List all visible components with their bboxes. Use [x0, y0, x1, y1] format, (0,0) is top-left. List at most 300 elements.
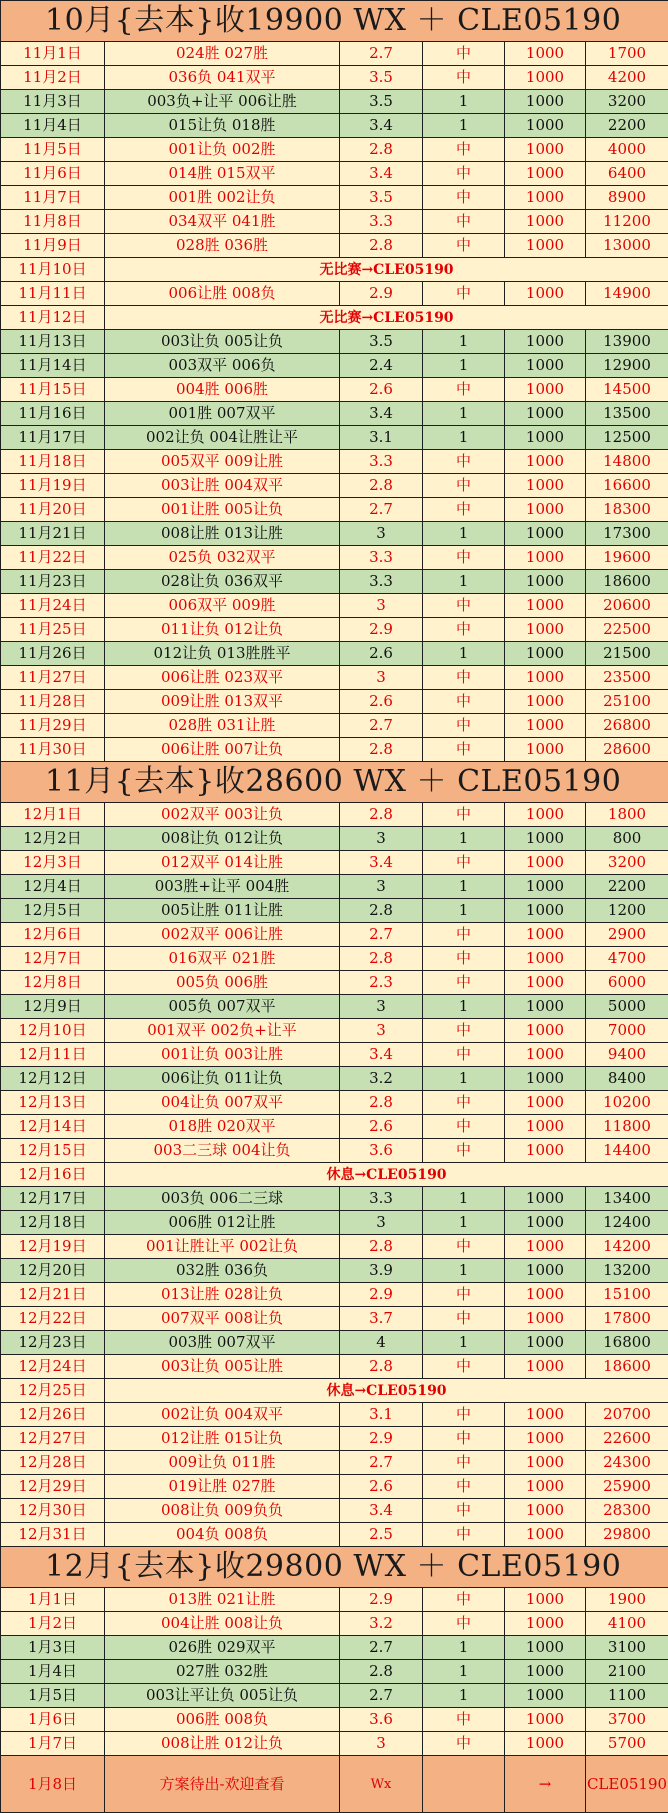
stake-cell: 1000	[505, 642, 586, 666]
picks-cell: 003二三球 004让负	[105, 1139, 340, 1163]
month-summary-text: 12月{去本}收29800 WX ＋ CLE05190	[1, 1547, 668, 1588]
balance-cell: 13200	[586, 1259, 668, 1283]
date-cell: 1月7日	[1, 1732, 105, 1756]
balance-cell: 6400	[586, 162, 668, 186]
balance-cell: 8900	[586, 186, 668, 210]
month-summary-text: 11月{去本}收28600 WX ＋ CLE05190	[1, 762, 668, 803]
result-cell: 中	[423, 546, 505, 570]
odds-cell: 3	[340, 666, 423, 690]
odds-cell: 2.8	[340, 138, 423, 162]
date-cell: 11月27日	[1, 666, 105, 690]
result-cell: 1	[423, 330, 505, 354]
result-cell: 中	[423, 1732, 505, 1756]
date-cell: 12月5日	[1, 899, 105, 923]
result-cell: 中	[423, 162, 505, 186]
date-cell: 11月29日	[1, 714, 105, 738]
stake-cell: 1000	[505, 426, 586, 450]
table-row	[1, 738, 668, 762]
odds-cell: 3	[340, 1732, 423, 1756]
stake-cell: 1000	[505, 803, 586, 827]
date-cell: 11月12日	[1, 306, 105, 330]
date-cell: 1月4日	[1, 1660, 105, 1684]
picks-cell: 032胜 036负	[105, 1259, 340, 1283]
date-cell: 1月3日	[1, 1636, 105, 1660]
balance-cell: 19600	[586, 546, 668, 570]
result-cell: 1	[423, 1684, 505, 1708]
stake-cell: 1000	[505, 1259, 586, 1283]
result-cell: 中	[423, 138, 505, 162]
odds-cell: 3.6	[340, 1708, 423, 1732]
stake-cell: 1000	[505, 666, 586, 690]
footer-code: CLE05190	[586, 1756, 668, 1813]
balance-cell: 1900	[586, 1588, 668, 1612]
balance-cell: 4200	[586, 66, 668, 90]
odds-cell: 3.5	[340, 90, 423, 114]
table-row	[1, 378, 668, 402]
result-cell: 1	[423, 642, 505, 666]
date-cell: 12月19日	[1, 1235, 105, 1259]
result-cell: 1	[423, 402, 505, 426]
picks-cell: 001让负 002胜	[105, 138, 340, 162]
picks-cell: 004让负 007双平	[105, 1091, 340, 1115]
balance-cell: 2200	[586, 875, 668, 899]
footer-result	[423, 1756, 505, 1813]
result-cell: 中	[423, 1403, 505, 1427]
stake-cell: 1000	[505, 570, 586, 594]
picks-cell: 003胜+让平 004胜	[105, 875, 340, 899]
odds-cell: 2.8	[340, 1091, 423, 1115]
table-row	[1, 642, 668, 666]
balance-cell: 7000	[586, 1019, 668, 1043]
stake-cell: 1000	[505, 1475, 586, 1499]
result-cell: 1	[423, 90, 505, 114]
table-row	[1, 498, 668, 522]
picks-cell: 006让胜 008负	[105, 282, 340, 306]
table-row	[1, 1523, 668, 1547]
balance-cell: 3100	[586, 1636, 668, 1660]
balance-cell: 15100	[586, 1283, 668, 1307]
date-cell: 12月15日	[1, 1139, 105, 1163]
table-row	[1, 1355, 668, 1379]
stake-cell: 1000	[505, 690, 586, 714]
date-cell: 11月8日	[1, 210, 105, 234]
balance-cell: 10200	[586, 1091, 668, 1115]
balance-cell: 1100	[586, 1684, 668, 1708]
result-cell: 中	[423, 1475, 505, 1499]
balance-cell: 1800	[586, 803, 668, 827]
result-cell: 中	[423, 1043, 505, 1067]
table-row	[1, 210, 668, 234]
stake-cell: 1000	[505, 330, 586, 354]
result-cell: 中	[423, 282, 505, 306]
picks-cell: 002让负 004双平	[105, 1403, 340, 1427]
date-cell: 11月19日	[1, 474, 105, 498]
date-cell: 11月4日	[1, 114, 105, 138]
picks-cell: 006让胜 023双平	[105, 666, 340, 690]
odds-cell: 2.9	[340, 1588, 423, 1612]
table-row	[1, 330, 668, 354]
odds-cell: 3.2	[340, 1067, 423, 1091]
balance-cell: 16800	[586, 1331, 668, 1355]
table-row	[1, 1115, 668, 1139]
picks-cell: 011让负 012让负	[105, 618, 340, 642]
stake-cell: 1000	[505, 1403, 586, 1427]
result-cell: 1	[423, 426, 505, 450]
odds-cell: 2.7	[340, 1451, 423, 1475]
picks-cell: 006双平 009胜	[105, 594, 340, 618]
footer-row	[1, 1756, 668, 1813]
odds-cell: 2.6	[340, 642, 423, 666]
table-row	[1, 923, 668, 947]
table-row	[1, 1067, 668, 1091]
picks-cell: 016双平 021胜	[105, 947, 340, 971]
stake-cell: 1000	[505, 1588, 586, 1612]
date-cell: 11月16日	[1, 402, 105, 426]
odds-cell: 3	[340, 875, 423, 899]
balance-cell: 25100	[586, 690, 668, 714]
date-cell: 12月7日	[1, 947, 105, 971]
stake-cell: 1000	[505, 450, 586, 474]
stake-cell: 1000	[505, 378, 586, 402]
odds-cell: 4	[340, 1331, 423, 1355]
picks-cell: 028胜 031让胜	[105, 714, 340, 738]
result-cell: 1	[423, 354, 505, 378]
stake-cell: 1000	[505, 851, 586, 875]
odds-cell: 3.7	[340, 1307, 423, 1331]
date-cell: 12月29日	[1, 1475, 105, 1499]
result-cell: 中	[423, 498, 505, 522]
balance-cell: 28300	[586, 1499, 668, 1523]
stake-cell: 1000	[505, 1211, 586, 1235]
balance-cell: 14400	[586, 1139, 668, 1163]
picks-cell: 026胜 029双平	[105, 1636, 340, 1660]
result-cell: 1	[423, 1636, 505, 1660]
balance-cell: 8400	[586, 1067, 668, 1091]
date-cell: 11月6日	[1, 162, 105, 186]
odds-cell: 2.9	[340, 618, 423, 642]
table-row	[1, 1019, 668, 1043]
picks-cell: 002双平 006让胜	[105, 923, 340, 947]
table-row	[1, 690, 668, 714]
stake-cell: 1000	[505, 738, 586, 762]
picks-cell: 006让负 011让负	[105, 1067, 340, 1091]
stake-cell: 1000	[505, 1636, 586, 1660]
date-cell: 12月26日	[1, 1403, 105, 1427]
picks-cell: 003让负 005让负	[105, 330, 340, 354]
result-cell: 1	[423, 1259, 505, 1283]
balance-cell: 26800	[586, 714, 668, 738]
picks-cell: 001双平 002负+让平	[105, 1019, 340, 1043]
stake-cell: 1000	[505, 1523, 586, 1547]
date-cell: 12月25日	[1, 1379, 105, 1403]
balance-cell: 18600	[586, 570, 668, 594]
odds-cell: 2.8	[340, 234, 423, 258]
picks-cell: 003负+让平 006让胜	[105, 90, 340, 114]
date-cell: 1月6日	[1, 1708, 105, 1732]
date-cell: 11月25日	[1, 618, 105, 642]
odds-cell: 2.9	[340, 1283, 423, 1307]
picks-cell: 028胜 036胜	[105, 234, 340, 258]
date-cell: 12月3日	[1, 851, 105, 875]
table-row	[1, 1684, 668, 1708]
odds-cell: 3.3	[340, 210, 423, 234]
stake-cell: 1000	[505, 1091, 586, 1115]
balance-cell: 16600	[586, 474, 668, 498]
balance-cell: 13500	[586, 402, 668, 426]
table-row	[1, 162, 668, 186]
picks-cell: 018胜 020双平	[105, 1115, 340, 1139]
date-cell: 11月9日	[1, 234, 105, 258]
stake-cell: 1000	[505, 1331, 586, 1355]
picks-cell: 005负 007双平	[105, 995, 340, 1019]
balance-cell: 4700	[586, 947, 668, 971]
table-row	[1, 1043, 668, 1067]
picks-cell: 004负 008负	[105, 1523, 340, 1547]
result-cell: 1	[423, 1211, 505, 1235]
stake-cell: 1000	[505, 522, 586, 546]
date-cell: 11月30日	[1, 738, 105, 762]
odds-cell: 3.4	[340, 402, 423, 426]
no-match-row	[1, 1379, 668, 1403]
result-cell: 中	[423, 1091, 505, 1115]
table-row	[1, 546, 668, 570]
balance-cell: 6000	[586, 971, 668, 995]
date-cell: 12月14日	[1, 1115, 105, 1139]
table-row	[1, 947, 668, 971]
stake-cell: 1000	[505, 1235, 586, 1259]
result-cell: 中	[423, 1523, 505, 1547]
odds-cell: 3.4	[340, 162, 423, 186]
date-cell: 11月18日	[1, 450, 105, 474]
odds-cell: 2.8	[340, 1355, 423, 1379]
balance-cell: 800	[586, 827, 668, 851]
stake-cell: 1000	[505, 90, 586, 114]
odds-cell: 2.7	[340, 1636, 423, 1660]
picks-cell: 005负 006胜	[105, 971, 340, 995]
balance-cell: 3700	[586, 1708, 668, 1732]
result-cell: 中	[423, 618, 505, 642]
date-cell: 11月10日	[1, 258, 105, 282]
odds-cell: 3.5	[340, 186, 423, 210]
balance-cell: 28600	[586, 738, 668, 762]
picks-cell: 008让胜 012让负	[105, 1732, 340, 1756]
date-cell: 12月10日	[1, 1019, 105, 1043]
table-row	[1, 1708, 668, 1732]
result-cell: 中	[423, 923, 505, 947]
odds-cell: 2.8	[340, 1235, 423, 1259]
balance-cell: 20600	[586, 594, 668, 618]
result-cell: 1	[423, 875, 505, 899]
date-cell: 12月27日	[1, 1427, 105, 1451]
date-cell: 1月2日	[1, 1612, 105, 1636]
date-cell: 11月2日	[1, 66, 105, 90]
stake-cell: 1000	[505, 1019, 586, 1043]
picks-cell: 001让胜让平 002让负	[105, 1235, 340, 1259]
picks-cell: 001胜 002让负	[105, 186, 340, 210]
balance-cell: 17800	[586, 1307, 668, 1331]
date-cell: 12月24日	[1, 1355, 105, 1379]
stake-cell: 1000	[505, 474, 586, 498]
odds-cell: 3.5	[340, 66, 423, 90]
date-cell: 12月21日	[1, 1283, 105, 1307]
odds-cell: 3.5	[340, 330, 423, 354]
result-cell: 中	[423, 1451, 505, 1475]
odds-cell: 2.6	[340, 1115, 423, 1139]
footer-arrow: →	[505, 1756, 586, 1813]
balance-cell: 22600	[586, 1427, 668, 1451]
stake-cell: 1000	[505, 1067, 586, 1091]
picks-cell: 025负 032双平	[105, 546, 340, 570]
table-row	[1, 402, 668, 426]
picks-cell: 006让胜 007让负	[105, 738, 340, 762]
stake-cell: 1000	[505, 162, 586, 186]
table-row	[1, 1588, 668, 1612]
balance-cell: 14800	[586, 450, 668, 474]
date-cell: 11月28日	[1, 690, 105, 714]
date-cell: 12月18日	[1, 1211, 105, 1235]
odds-cell: 3.3	[340, 450, 423, 474]
table-row	[1, 522, 668, 546]
table-row	[1, 1139, 668, 1163]
odds-cell: 3.4	[340, 851, 423, 875]
date-cell: 12月2日	[1, 827, 105, 851]
odds-cell: 2.5	[340, 1523, 423, 1547]
odds-cell: 3.3	[340, 570, 423, 594]
table-row	[1, 1259, 668, 1283]
stake-cell: 1000	[505, 186, 586, 210]
odds-cell: 2.7	[340, 714, 423, 738]
stake-cell: 1000	[505, 1499, 586, 1523]
balance-cell: 14200	[586, 1235, 668, 1259]
odds-cell: 2.7	[340, 42, 423, 66]
odds-cell: 3.6	[340, 1139, 423, 1163]
stake-cell: 1000	[505, 210, 586, 234]
date-cell: 12月31日	[1, 1523, 105, 1547]
table-row	[1, 618, 668, 642]
table-row	[1, 1235, 668, 1259]
result-cell: 中	[423, 1427, 505, 1451]
table-row	[1, 450, 668, 474]
stake-cell: 1000	[505, 947, 586, 971]
stake-cell: 1000	[505, 1684, 586, 1708]
table-row	[1, 1211, 668, 1235]
table-row	[1, 1307, 668, 1331]
picks-cell: 005双平 009让胜	[105, 450, 340, 474]
result-cell: 中	[423, 690, 505, 714]
stake-cell: 1000	[505, 546, 586, 570]
balance-cell: 22500	[586, 618, 668, 642]
odds-cell: 3	[340, 1211, 423, 1235]
date-cell: 11月3日	[1, 90, 105, 114]
odds-cell: 3.4	[340, 1043, 423, 1067]
stake-cell: 1000	[505, 1612, 586, 1636]
result-cell: 中	[423, 666, 505, 690]
stake-cell: 1000	[505, 714, 586, 738]
picks-cell: 034双平 041胜	[105, 210, 340, 234]
picks-cell: 012双平 014让胜	[105, 851, 340, 875]
odds-cell: 2.8	[340, 899, 423, 923]
table-row	[1, 827, 668, 851]
result-cell: 中	[423, 738, 505, 762]
odds-cell: 3.3	[340, 1187, 423, 1211]
result-cell: 中	[423, 1355, 505, 1379]
stake-cell: 1000	[505, 1187, 586, 1211]
date-cell: 11月14日	[1, 354, 105, 378]
picks-cell: 024胜 027胜	[105, 42, 340, 66]
result-cell: 中	[423, 1115, 505, 1139]
result-cell: 1	[423, 114, 505, 138]
stake-cell: 1000	[505, 875, 586, 899]
stake-cell: 1000	[505, 899, 586, 923]
stake-cell: 1000	[505, 1139, 586, 1163]
balance-cell: 4100	[586, 1612, 668, 1636]
odds-cell: 2.8	[340, 474, 423, 498]
balance-cell: 17300	[586, 522, 668, 546]
table-row	[1, 851, 668, 875]
picks-cell: 009让胜 013双平	[105, 690, 340, 714]
stake-cell: 1000	[505, 1451, 586, 1475]
table-row	[1, 1612, 668, 1636]
date-cell: 11月1日	[1, 42, 105, 66]
balance-cell: 9400	[586, 1043, 668, 1067]
table-row	[1, 474, 668, 498]
result-cell: 1	[423, 522, 505, 546]
odds-cell: 2.6	[340, 378, 423, 402]
date-cell: 11月23日	[1, 570, 105, 594]
balance-cell: 12500	[586, 426, 668, 450]
picks-cell: 003负 006二三球	[105, 1187, 340, 1211]
odds-cell: 3	[340, 1019, 423, 1043]
picks-cell: 003胜 007双平	[105, 1331, 340, 1355]
stake-cell: 1000	[505, 1115, 586, 1139]
odds-cell: 2.8	[340, 803, 423, 827]
result-cell: 中	[423, 42, 505, 66]
balance-cell: 13900	[586, 330, 668, 354]
note-cell: 休息→CLE05190	[105, 1163, 668, 1187]
table-row	[1, 1732, 668, 1756]
balance-cell: 29800	[586, 1523, 668, 1547]
balance-cell: 1700	[586, 42, 668, 66]
balance-cell: 1200	[586, 899, 668, 923]
picks-cell: 009让负 011胜	[105, 1451, 340, 1475]
stake-cell: 1000	[505, 42, 586, 66]
table-row	[1, 1475, 668, 1499]
picks-cell: 015让负 018胜	[105, 114, 340, 138]
balance-cell: 20700	[586, 1403, 668, 1427]
odds-cell: 3.1	[340, 1403, 423, 1427]
stake-cell: 1000	[505, 1355, 586, 1379]
result-cell: 1	[423, 995, 505, 1019]
table-row	[1, 570, 668, 594]
balance-cell: 5700	[586, 1732, 668, 1756]
picks-cell: 002让负 004让胜让平	[105, 426, 340, 450]
picks-cell: 003让负 005让胜	[105, 1355, 340, 1379]
table-row	[1, 666, 668, 690]
table-row	[1, 803, 668, 827]
no-match-row	[1, 1163, 668, 1187]
odds-cell: 2.6	[340, 690, 423, 714]
stake-cell: 1000	[505, 1427, 586, 1451]
table-row	[1, 354, 668, 378]
odds-cell: 3.4	[340, 114, 423, 138]
table-row	[1, 1636, 668, 1660]
balance-cell: 13400	[586, 1187, 668, 1211]
result-cell: 中	[423, 234, 505, 258]
picks-cell: 002双平 003让负	[105, 803, 340, 827]
stake-cell: 1000	[505, 234, 586, 258]
date-cell: 1月5日	[1, 1684, 105, 1708]
result-cell: 中	[423, 450, 505, 474]
